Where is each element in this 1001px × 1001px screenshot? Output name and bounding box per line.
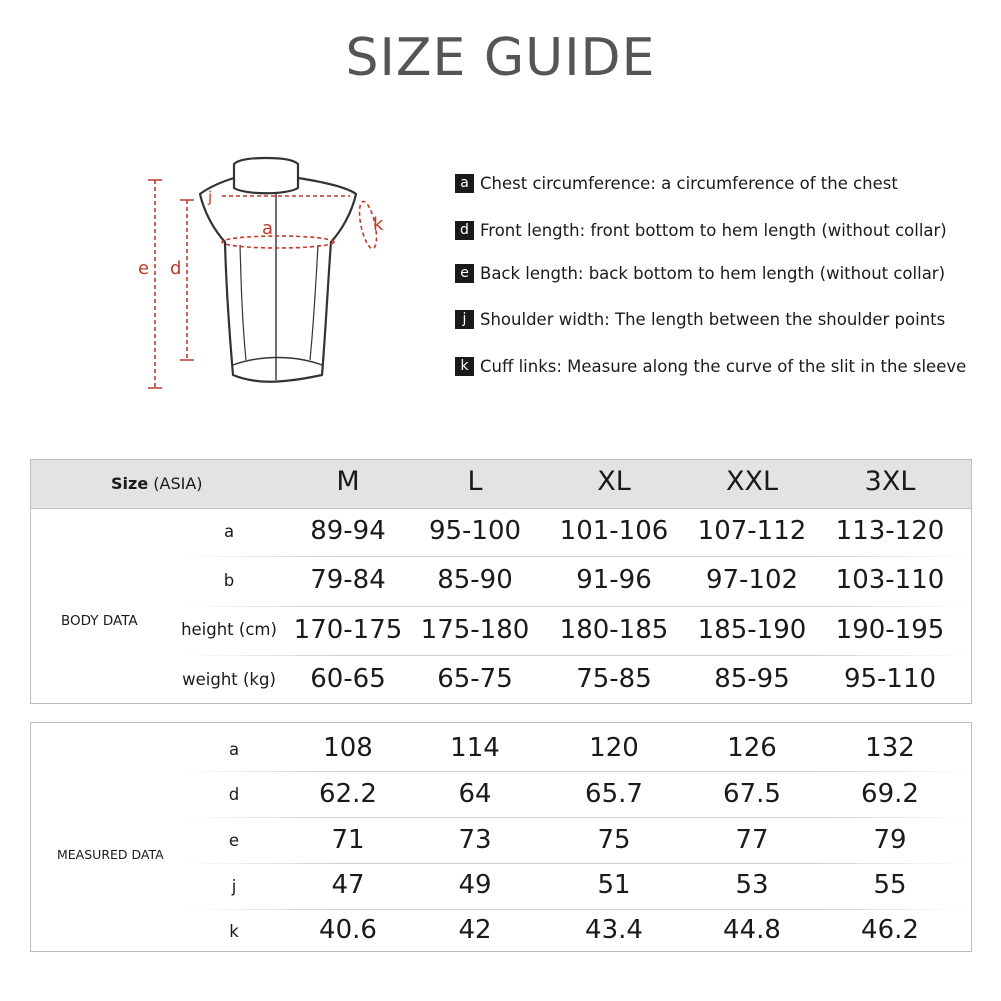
legend-text-j: Shoulder width: The length between the shoulder points [480, 310, 946, 329]
body-weight-xl: 75-85 [576, 664, 652, 694]
body-a-3xl: 113-120 [835, 516, 945, 546]
legend-text-e: Back length: back bottom to hem length (without collar) [480, 264, 946, 283]
measured-e-xxl: 77 [735, 825, 769, 855]
size-col-m: M [336, 466, 360, 497]
legend-key-k: k [455, 357, 474, 376]
body-b-xl: 91-96 [576, 565, 652, 595]
body-row-label-b: b [223, 571, 235, 590]
body-height-xxl: 185-190 [697, 615, 807, 645]
legend-text-d: Front length: front bottom to hem length (without collar) [480, 221, 947, 240]
body-height-l: 175-180 [420, 615, 530, 645]
body-b-3xl: 103-110 [835, 565, 945, 595]
size-col-3xl: 3XL [864, 466, 916, 497]
measured-data-table [30, 722, 972, 952]
page-title: SIZE GUIDE [345, 28, 656, 88]
measured-e-m: 71 [331, 825, 365, 855]
measured-e-3xl: 79 [873, 825, 907, 855]
body-height-3xl: 190-195 [835, 615, 945, 645]
body-weight-m: 60-65 [310, 664, 386, 694]
body-a-xxl: 107-112 [697, 516, 807, 546]
measured-a-xl: 120 [589, 733, 639, 763]
legend-key-a: a [455, 174, 474, 193]
size-header-label [111, 474, 203, 493]
measured-j-3xl: 55 [873, 870, 907, 900]
vest-diagram [130, 150, 400, 395]
measured-row-label-k: k [229, 922, 239, 941]
measured-k-xl: 43.4 [585, 915, 643, 945]
body-data-label: BODY DATA [61, 613, 138, 629]
measured-d-3xl: 69.2 [861, 779, 919, 809]
size-col-xl: XL [597, 466, 631, 497]
body-b-xxl: 97-102 [705, 565, 799, 595]
legend-key-e: e [455, 264, 474, 283]
measured-k-xxl: 44.8 [723, 915, 781, 945]
legend-key-d: d [455, 221, 474, 240]
body-height-xl: 180-185 [559, 615, 669, 645]
legend-item-a [455, 174, 898, 193]
measured-j-xxl: 53 [735, 870, 769, 900]
measured-data-label: MEASURED DATA [57, 847, 164, 862]
measured-j-m: 47 [331, 870, 365, 900]
measured-a-xxl: 126 [727, 733, 777, 763]
measured-a-l: 114 [450, 733, 500, 763]
body-a-l: 95-100 [428, 516, 522, 546]
size-header-row [31, 460, 971, 509]
body-row-label-a: a [223, 522, 235, 541]
body-b-m: 79-84 [310, 565, 386, 595]
size-region: (ASIA) [153, 474, 203, 493]
body-height-m: 170-175 [293, 615, 403, 645]
body-b-l: 85-90 [437, 565, 513, 595]
measured-d-m: 62.2 [319, 779, 377, 809]
label-j: j [208, 188, 213, 206]
measured-d-xl: 65.7 [585, 779, 643, 809]
measured-d-l: 64 [458, 779, 492, 809]
body-a-xl: 101-106 [559, 516, 669, 546]
label-e: e [138, 258, 150, 279]
measured-k-3xl: 46.2 [861, 915, 919, 945]
body-row-label-height: height (cm) [181, 620, 277, 639]
measured-k-l: 42 [458, 915, 492, 945]
measured-e-l: 73 [458, 825, 492, 855]
measured-row-label-d: d [228, 785, 240, 804]
measured-j-l: 49 [458, 870, 492, 900]
legend-text-k: Cuff links: Measure along the curve of the slit in the sleeve [480, 357, 967, 376]
legend-key-j: j [455, 310, 474, 329]
body-a-m: 89-94 [310, 516, 386, 546]
legend-item-d [455, 221, 947, 240]
body-weight-xxl: 85-95 [714, 664, 790, 694]
body-weight-3xl: 95-110 [843, 664, 937, 694]
body-weight-l: 65-75 [437, 664, 513, 694]
measured-a-m: 108 [323, 733, 373, 763]
measured-a-3xl: 132 [865, 733, 915, 763]
label-k: k [373, 214, 384, 235]
measured-e-xl: 75 [597, 825, 631, 855]
label-d: d [170, 258, 182, 279]
measured-row-label-e: e [228, 831, 240, 850]
measured-d-xxl: 67.5 [723, 779, 781, 809]
legend-item-k [455, 357, 966, 376]
legend-text-a: Chest circumference: a circumference of the chest [480, 174, 898, 193]
body-data-table [30, 459, 972, 704]
label-a: a [262, 218, 274, 239]
legend-item-e [455, 264, 945, 283]
measured-row-label-a: a [228, 740, 240, 759]
size-col-xxl: XXL [725, 466, 779, 497]
body-row-label-weight: weight (kg) [182, 670, 276, 689]
measured-j-xl: 51 [597, 870, 631, 900]
size-col-l: L [467, 466, 483, 497]
measured-k-m: 40.6 [319, 915, 377, 945]
legend-item-j [455, 310, 945, 329]
measured-row-label-j: j [231, 877, 237, 896]
size-label: Size [111, 474, 149, 493]
